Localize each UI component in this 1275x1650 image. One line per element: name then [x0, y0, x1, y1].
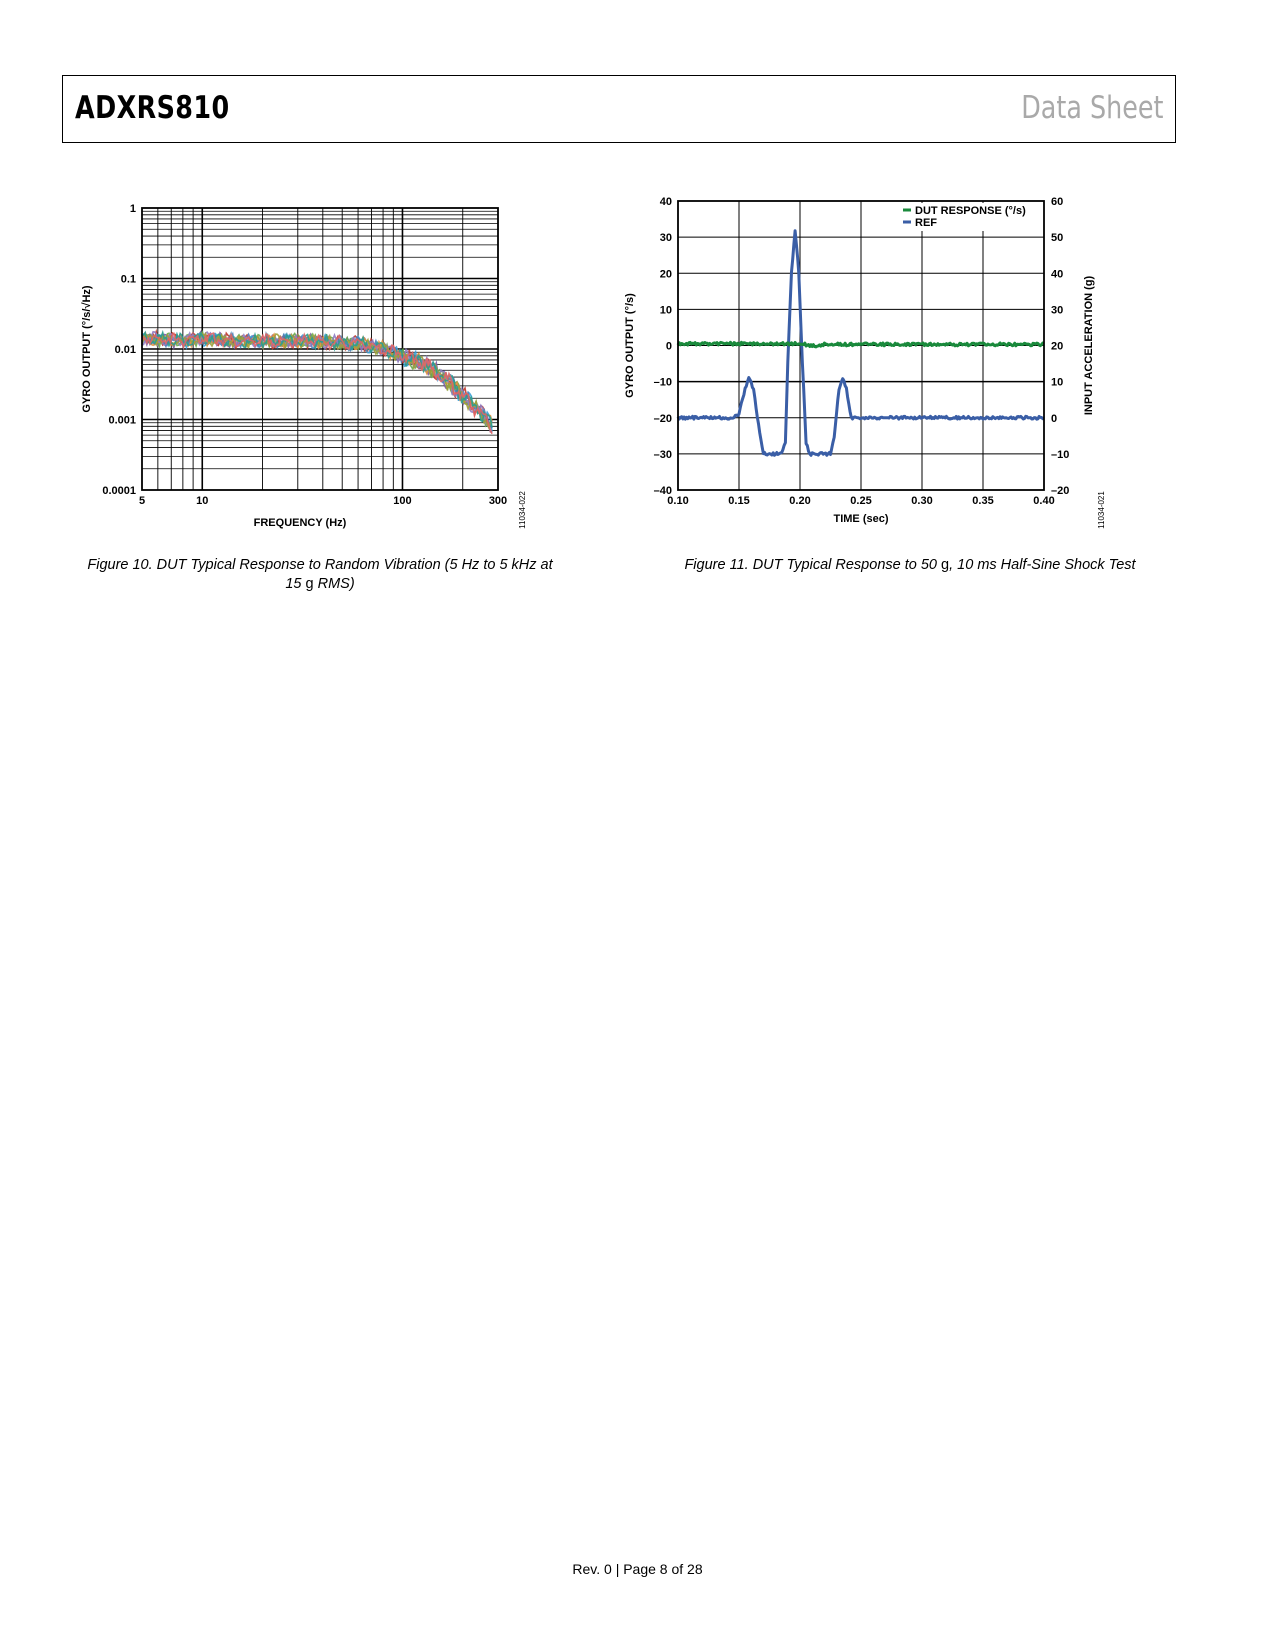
x-tick-label: 0.20 — [789, 495, 811, 507]
y-axis-label: GYRO OUTPUT (°/s) — [624, 293, 636, 398]
caption-text: Figure 10. DUT Typical Response to Random Vibration (5 Hz to 5 kHz at — [87, 557, 553, 573]
y-tick-label: 0.001 — [108, 414, 136, 427]
figure-11-chart — [624, 195, 1160, 550]
y2-tick-label: 20 — [1051, 340, 1064, 353]
figure-code: 11034-022 — [518, 491, 527, 529]
y2-tick-label: 0 — [1051, 412, 1058, 425]
y2-tick-label: 40 — [1051, 268, 1064, 281]
x-tick-label: 0.25 — [850, 495, 872, 507]
y-tick-label: 0.01 — [114, 344, 136, 356]
y-tick-label: –20 — [653, 412, 672, 425]
y2-tick-label: –20 — [1051, 485, 1070, 497]
x-tick-label: 5 — [138, 495, 146, 507]
x-tick-label: 10 — [196, 495, 209, 507]
y2-axis-label: INPUT ACCELERATION (g) — [1083, 275, 1095, 416]
vibration-response-line — [142, 334, 492, 429]
y-tick-label: 10 — [659, 304, 672, 317]
caption-number: 50 — [920, 557, 937, 573]
caption-text: Figure 11. DUT Typical Response to — [684, 557, 917, 573]
x-axis-label: FREQUENCY (Hz) — [253, 517, 347, 529]
x-axis-label: TIME (sec) — [833, 513, 889, 525]
legend-label: REF — [915, 217, 937, 229]
legend — [898, 203, 1038, 231]
y-tick-label: 0 — [665, 340, 672, 353]
y-tick-label: 40 — [659, 196, 672, 208]
y-axis-label: GYRO OUTPUT (°/s/√Hz) — [81, 285, 93, 413]
legend-label: DUT RESPONSE (°/s) — [915, 205, 1026, 217]
caption-unit: g — [305, 576, 314, 592]
figure-10-chart — [70, 195, 550, 550]
figure-11-caption — [660, 556, 1160, 575]
y-tick-label: –40 — [653, 485, 672, 497]
y2-tick-label: 30 — [1051, 304, 1064, 317]
caption-text-end: , 10 ms Half-Sine Shock Test — [949, 557, 1136, 573]
x-tick-label: 0.15 — [728, 495, 750, 507]
y-tick-label: 30 — [659, 232, 672, 245]
x-tick-label: 0.10 — [667, 495, 689, 507]
x-tick-label: 100 — [393, 495, 412, 507]
part-number: ADXRS810 — [75, 90, 230, 126]
vibration-response-line — [142, 333, 492, 432]
y2-tick-label: 60 — [1051, 196, 1064, 208]
y-tick-label: –10 — [653, 376, 672, 389]
figure-code: 11034-021 — [1097, 491, 1106, 529]
x-tick-label: 0.30 — [911, 495, 933, 507]
y2-tick-label: –10 — [1051, 448, 1070, 461]
caption-number: 15 — [285, 576, 302, 592]
footer-rev: Rev. 0 | Page 8 of 28 — [572, 1561, 703, 1577]
x-tick-label: 300 — [488, 495, 508, 507]
y-tick-label: 1 — [129, 203, 136, 215]
x-tick-label: 0.35 — [972, 495, 994, 507]
y-tick-label: 20 — [659, 268, 672, 281]
y-tick-label: –30 — [653, 448, 672, 461]
caption-unit: g — [941, 557, 950, 573]
page-footer — [0, 1561, 1275, 1577]
figure-10-caption — [80, 556, 560, 594]
document-type: Data Sheet — [1020, 90, 1163, 126]
y-tick-label: 0.1 — [120, 273, 136, 286]
y-tick-label: 0.0001 — [102, 485, 136, 497]
caption-text-end: RMS) — [317, 576, 355, 592]
y2-tick-label: 50 — [1051, 232, 1064, 245]
y2-tick-label: 10 — [1051, 376, 1064, 389]
page-header — [62, 75, 1176, 143]
x-tick-label: 0.40 — [1033, 495, 1055, 507]
